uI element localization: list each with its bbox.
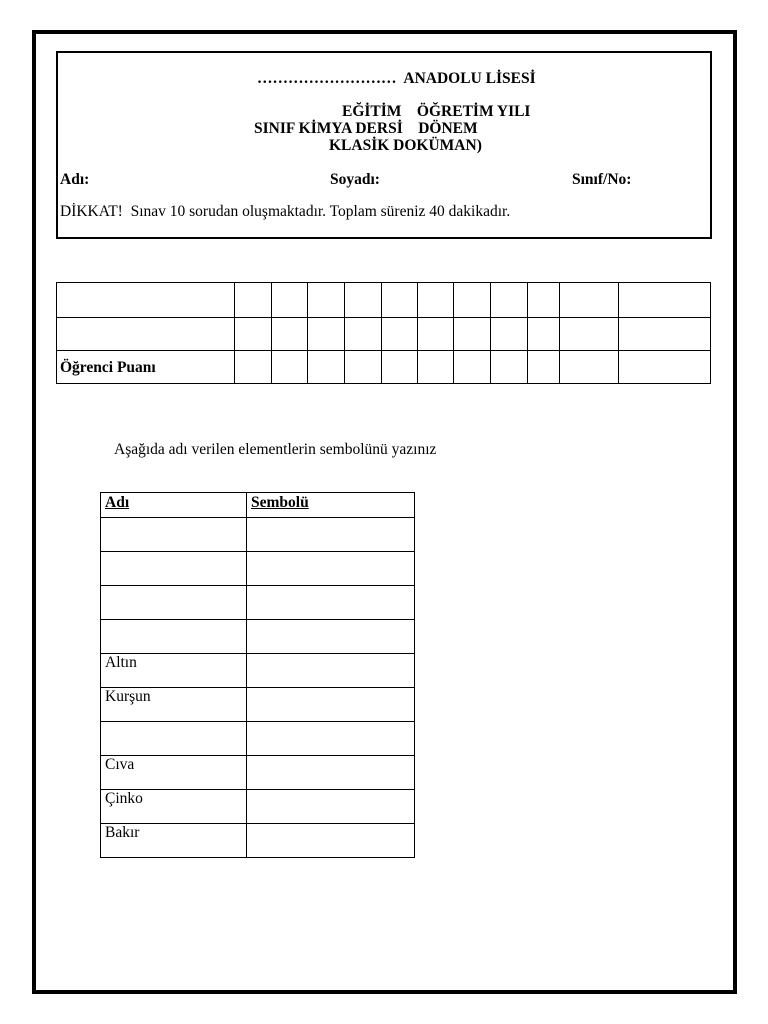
score-cell <box>345 351 382 384</box>
element-row <box>101 518 415 552</box>
element-name-cell <box>101 620 247 654</box>
class-number-label: Sınıf/No: <box>572 171 632 188</box>
score-cell <box>619 351 711 384</box>
element-name-cell <box>101 722 247 756</box>
score-cell <box>560 318 619 351</box>
element-symbol-table <box>100 492 415 858</box>
element-row <box>101 620 415 654</box>
score-cell <box>528 283 560 318</box>
academic-year-line: EĞİTİM ÖĞRETİM YILI <box>342 103 531 120</box>
element-symbol-cell <box>247 586 415 620</box>
name-label: Adı: <box>60 171 90 188</box>
score-cell <box>619 318 711 351</box>
element-name-cell: Cıva <box>101 756 247 790</box>
score-cell <box>235 318 272 351</box>
score-cell <box>454 351 491 384</box>
score-cell <box>560 283 619 318</box>
score-table-row <box>57 283 711 318</box>
element-row <box>101 824 415 858</box>
element-symbol-cell <box>247 824 415 858</box>
score-cell <box>345 283 382 318</box>
element-row <box>101 722 415 756</box>
score-table <box>56 282 711 384</box>
score-cell <box>418 318 454 351</box>
score-table-row <box>57 318 711 351</box>
score-cell <box>528 318 560 351</box>
score-cell <box>382 318 418 351</box>
score-cell <box>235 351 272 384</box>
element-symbol-cell <box>247 722 415 756</box>
score-cell <box>491 351 528 384</box>
score-row-label-cell <box>57 283 235 318</box>
element-row <box>101 552 415 586</box>
element-name-cell: Çinko <box>101 790 247 824</box>
score-cell <box>418 351 454 384</box>
school-title: ……………………… ANADOLU LİSESİ <box>257 70 536 87</box>
question-instruction: Aşağıda adı verilen elementlerin sembolünü yazınız <box>114 441 437 458</box>
element-name-cell: Bakır <box>101 824 247 858</box>
element-name-cell: Altın <box>101 654 247 688</box>
element-symbol-cell <box>247 790 415 824</box>
score-table-row <box>57 351 711 384</box>
element-name-cell <box>101 586 247 620</box>
exam-notice: DİKKAT! Sınav 10 sorudan oluşmaktadır. Toplam süreniz 40 dakikadır. <box>60 203 511 220</box>
element-table-header <box>101 493 415 518</box>
document-type-line: KLASİK DOKÜMAN) <box>329 137 482 154</box>
element-name-cell <box>101 552 247 586</box>
score-cell <box>619 283 711 318</box>
score-cell <box>382 351 418 384</box>
score-cell <box>491 283 528 318</box>
score-cell <box>308 318 345 351</box>
student-score-label: Öğrenci Puanı <box>57 351 235 384</box>
score-row-label-cell <box>57 318 235 351</box>
element-row <box>101 790 415 824</box>
element-row <box>101 756 415 790</box>
score-cell <box>382 283 418 318</box>
surname-label: Soyadı: <box>330 171 380 188</box>
element-symbol-cell <box>247 756 415 790</box>
element-symbol-cell <box>247 620 415 654</box>
element-symbol-header: Sembolü <box>247 493 415 518</box>
score-cell <box>491 318 528 351</box>
element-row <box>101 688 415 722</box>
score-cell <box>528 351 560 384</box>
element-row <box>101 586 415 620</box>
element-row <box>101 654 415 688</box>
element-name-cell <box>101 518 247 552</box>
score-cell <box>272 351 308 384</box>
score-cell <box>454 318 491 351</box>
score-cell <box>272 283 308 318</box>
element-symbol-cell <box>247 552 415 586</box>
score-cell <box>418 283 454 318</box>
score-cell <box>308 351 345 384</box>
element-symbol-cell <box>247 518 415 552</box>
course-term-line: SINIF KİMYA DERSİ DÖNEM <box>254 120 478 137</box>
score-cell <box>345 318 382 351</box>
element-symbol-cell <box>247 654 415 688</box>
element-symbol-cell <box>247 688 415 722</box>
element-name-header: Adı <box>101 493 247 518</box>
score-cell <box>454 283 491 318</box>
score-cell <box>235 283 272 318</box>
score-cell <box>308 283 345 318</box>
score-cell <box>560 351 619 384</box>
score-cell <box>272 318 308 351</box>
element-name-cell: Kurşun <box>101 688 247 722</box>
